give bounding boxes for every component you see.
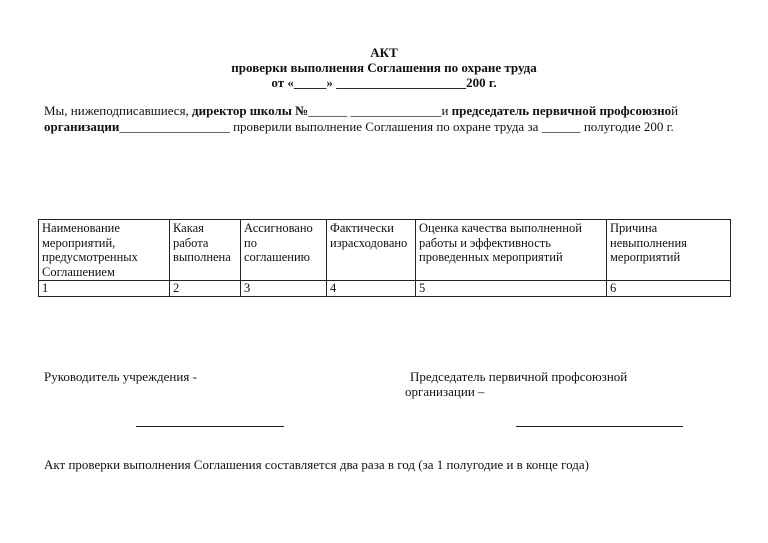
header-cell: Оценка качества выполненной работы и эффективность проведенных мероприятий <box>416 220 607 281</box>
intro-text-2: _________________ проверили выполнение Соглашения по охране труда за ______ полугодие 200 г. <box>119 119 674 134</box>
intro-line-1 <box>44 103 734 119</box>
chairman-signature-label-2: организации – <box>405 384 485 399</box>
inspection-table <box>38 219 731 297</box>
chairman-signature-line <box>516 426 683 427</box>
director-label: директор школы № <box>192 103 309 118</box>
intro-text: Мы, нижеподписавшиеся, <box>44 103 193 118</box>
chairman-label-end: й <box>671 103 679 118</box>
intro-line-2 <box>44 119 734 135</box>
head-signature-label: Руководитель учреждения - <box>44 369 197 384</box>
header-cell: Какая работа выполнена <box>170 220 241 281</box>
table-header-row <box>39 220 731 281</box>
footer-note: Акт проверки выполнения Соглашения составляется два раза в год (за 1 полугодие и в конце года) <box>44 457 590 472</box>
header-cell: Причина невыполнения мероприятий <box>607 220 731 281</box>
document-subtitle: проверки выполнения Соглашения по охране труда <box>231 60 537 75</box>
organization-label: организации <box>44 119 120 134</box>
document-date-line: от «_____» ____________________200 г. <box>271 75 497 90</box>
header-cell: Фактически израсходовано <box>327 220 416 281</box>
number-cell: 4 <box>327 281 416 297</box>
number-cell: 5 <box>416 281 607 297</box>
chairman-label: председатель первичной профсоюзно <box>451 103 672 118</box>
chairman-signature-label: Председатель первичной профсоюзной <box>410 369 628 384</box>
table-row <box>39 281 731 297</box>
number-cell: 1 <box>39 281 170 297</box>
head-signature-line <box>136 426 284 427</box>
number-cell: 2 <box>170 281 241 297</box>
document-title: АКТ <box>370 45 398 60</box>
number-cell: 6 <box>607 281 731 297</box>
number-cell: 3 <box>241 281 327 297</box>
header-cell: Ассигновано по соглашению <box>241 220 327 281</box>
and-text: и <box>441 103 452 118</box>
school-number-blank: ______ ______________ <box>308 103 442 118</box>
header-cell: Наименование мероприятий, предусмотренных Соглашением <box>39 220 170 281</box>
